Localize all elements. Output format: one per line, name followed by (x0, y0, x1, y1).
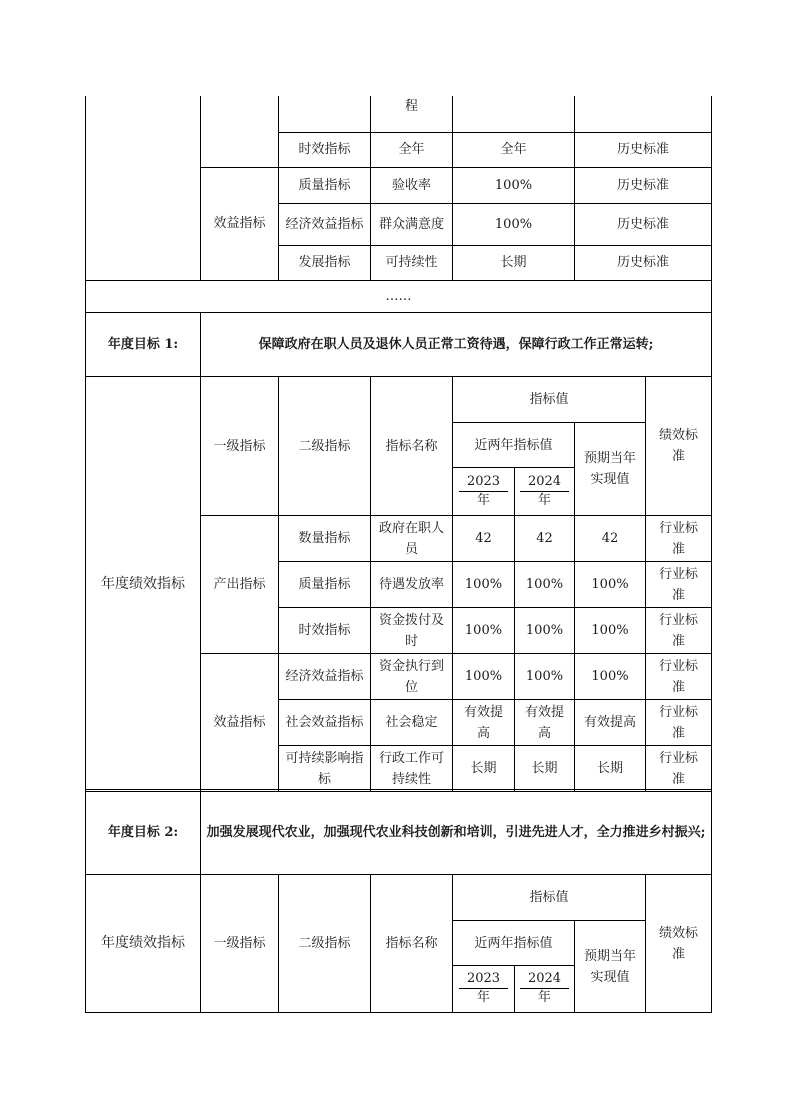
level1-indicator: 效益指标 (201, 167, 279, 280)
year-2023: 2023 (459, 473, 508, 492)
header-performance-standard: 绩效标准 (646, 875, 712, 1013)
header-year-2024 (515, 966, 575, 1013)
value-2024: 100% (515, 654, 575, 700)
header-expected-value: 预期当年实现值 (575, 423, 646, 516)
blank-cell (86, 96, 201, 167)
level2-indicator: 经济效益指标 (279, 654, 371, 700)
performance-standard: 行业标准 (646, 700, 712, 746)
level2-indicator: 时效指标 (279, 608, 371, 654)
value-2024: 100% (515, 562, 575, 608)
indicator-name: 行政工作可持续性 (371, 746, 453, 792)
goal1-label: 年度目标 1: (86, 313, 201, 377)
indicator-name: 验收率 (371, 167, 453, 203)
level2-indicator: 质量指标 (279, 167, 371, 203)
goal1-text: 保障政府在职人员及退休人员正常工资待遇，保障行政工作正常运转; (201, 313, 712, 377)
year-unit: 年 (537, 990, 551, 1005)
year-2023: 2023 (459, 970, 508, 989)
level2-indicator: 经济效益指标 (279, 203, 371, 245)
indicator-name: 政府在职人员 (371, 516, 453, 562)
indicator-value: 100% (453, 167, 575, 203)
value-2024: 长期 (515, 746, 575, 792)
blank-cell (453, 96, 575, 132)
header-year-2023 (453, 966, 515, 1013)
header-level1: 一级指标 (201, 377, 279, 516)
header-expected-value: 预期当年实现值 (575, 921, 646, 1013)
year-unit: 年 (476, 990, 490, 1005)
value-2024: 有效提高 (515, 700, 575, 746)
level2-indicator: 可持续影响指标 (279, 746, 371, 792)
goal1-indicator-table (85, 312, 712, 792)
indicator-value: 全年 (453, 132, 575, 167)
level2-indicator: 发展指标 (279, 245, 371, 280)
value-2023: 100% (453, 608, 515, 654)
header-indicator-name: 指标名称 (371, 377, 453, 516)
year-unit: 年 (476, 492, 490, 508)
header-level2: 二级指标 (279, 875, 371, 1013)
blank-cell (201, 96, 279, 167)
header-level2: 二级指标 (279, 377, 371, 516)
header-recent-two-years: 近两年指标值 (453, 423, 575, 468)
level1-benefit: 效益指标 (201, 654, 279, 792)
performance-standard: 行业标准 (646, 516, 712, 562)
blank-cell (575, 96, 712, 132)
performance-standard: 行业标准 (646, 746, 712, 792)
blank-cell (279, 96, 371, 132)
header-level1: 一级指标 (201, 875, 279, 1013)
performance-standard: 历史标准 (575, 203, 712, 245)
indicator-value: 100% (453, 203, 575, 245)
year-2024: 2024 (520, 473, 569, 492)
performance-standard: 行业标准 (646, 654, 712, 700)
performance-standard: 行业标准 (646, 562, 712, 608)
expected-value: 有效提高 (575, 700, 646, 746)
level2-indicator: 时效指标 (279, 132, 371, 167)
expected-value: 100% (575, 608, 646, 654)
indicator-name: 群众满意度 (371, 203, 453, 245)
annual-performance-label: 年度绩效指标 (86, 875, 201, 1013)
left-border-line (85, 96, 86, 286)
header-indicator-value: 指标值 (453, 377, 646, 423)
year-unit: 年 (537, 492, 551, 508)
performance-standard: 历史标准 (575, 245, 712, 280)
value-2023: 42 (453, 516, 515, 562)
indicator-name: 资金拨付及时 (371, 608, 453, 654)
performance-standard: 行业标准 (646, 608, 712, 654)
value-2023: 100% (453, 654, 515, 700)
blank-cell (86, 167, 201, 280)
expected-value: 100% (575, 562, 646, 608)
performance-standard: 历史标准 (575, 132, 712, 167)
goal2-label: 年度目标 2: (86, 790, 201, 875)
header-performance-standard: 绩效标准 (646, 377, 712, 516)
goal2-text: 加强发展现代农业，加强现代农业科技创新和培训，引进先进人才，全力推进乡村振兴; (201, 790, 712, 875)
expected-value: 42 (575, 516, 646, 562)
year-2024: 2024 (520, 970, 569, 989)
value-2023: 长期 (453, 746, 515, 792)
indicator-name: 可持续性 (371, 245, 453, 280)
header-year-2024 (515, 468, 575, 516)
goal2-indicator-table (85, 789, 712, 1013)
value-2024: 100% (515, 608, 575, 654)
header-year-2023 (453, 468, 515, 516)
header-indicator-value: 指标值 (453, 875, 646, 921)
value-2023: 有效提高 (453, 700, 515, 746)
value-2023: 100% (453, 562, 515, 608)
ellipsis-row: …… (86, 280, 712, 312)
expected-value: 100% (575, 654, 646, 700)
indicator-name: 待遇发放率 (371, 562, 453, 608)
performance-standard: 历史标准 (575, 167, 712, 203)
annual-performance-label: 年度绩效指标 (86, 377, 201, 792)
header-recent-two-years: 近两年指标值 (453, 921, 575, 966)
header-indicator-name: 指标名称 (371, 875, 453, 1013)
indicator-name: 资金执行到位 (371, 654, 453, 700)
level2-indicator: 数量指标 (279, 516, 371, 562)
value-2024: 42 (515, 516, 575, 562)
indicator-name-tail: 程 (371, 96, 453, 132)
level2-indicator: 社会效益指标 (279, 700, 371, 746)
indicator-value: 长期 (453, 245, 575, 280)
level2-indicator: 质量指标 (279, 562, 371, 608)
indicator-name: 社会稳定 (371, 700, 453, 746)
level1-output: 产出指标 (201, 516, 279, 654)
expected-value: 长期 (575, 746, 646, 792)
indicator-name: 全年 (371, 132, 453, 167)
continued-indicator-table (85, 96, 712, 313)
